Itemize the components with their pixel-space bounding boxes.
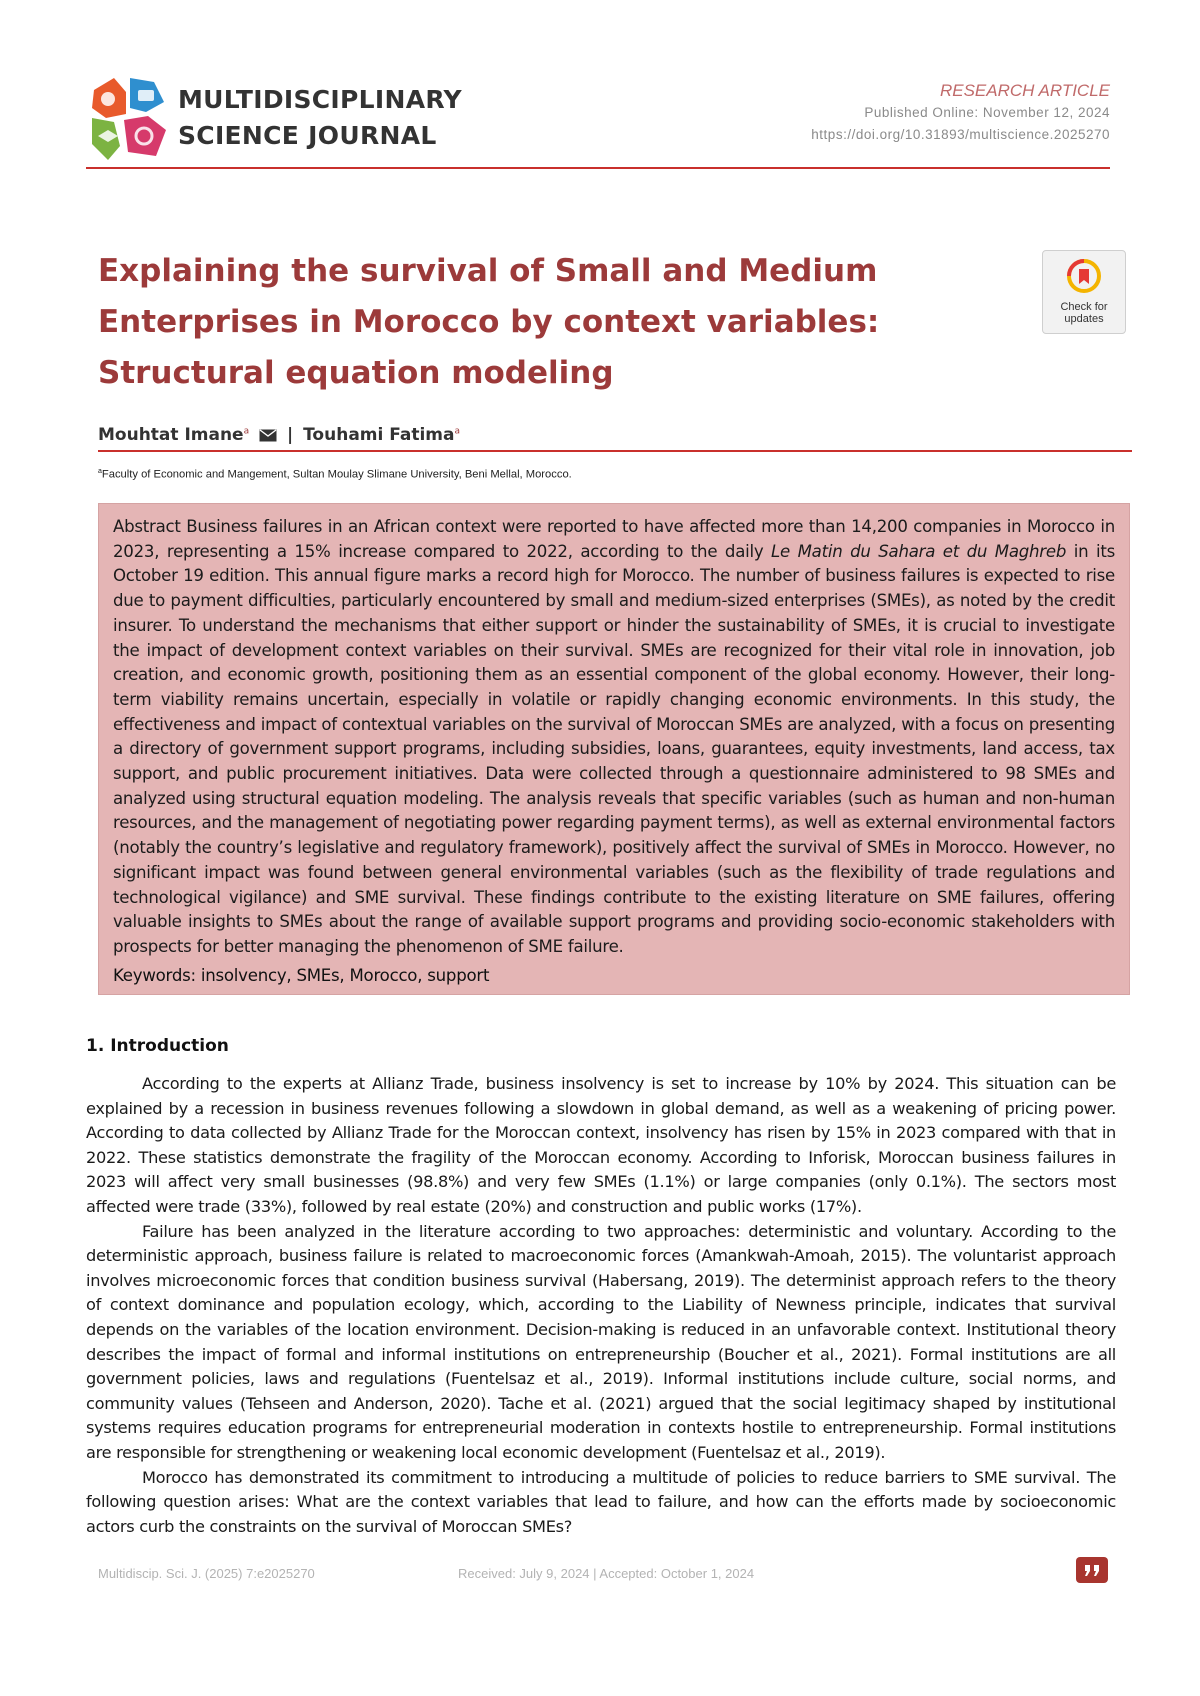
check-label-line1: Check for [1060,301,1108,313]
doi-link[interactable]: https://doi.org/10.31893/multiscience.2025270 [811,127,1110,142]
author-list [98,425,460,445]
paragraph: Failure has been analyzed in the literature according to two approaches: deterministic and voluntary. According to the deterministic approach, business failure is related to macroeconomic forces (Amankwah-Amoah, 2015). The voluntarist approach involves microeconomic forces that condition business survival (Habersang, 2019). The determinist approach refers to the theory of context dominance and population ecology, which, according to the Liability of Newness principle, indicates that survival depends on the variables of the location environment. Decision-making is reduced in an unfavorable context. Institutional theory describes the impact of formal and informal institutions on entrepreneurship (Boucher et al., 2021). Formal institutions are all government policies, laws and regulations (Fuentelsaz et al., 2019). Informal institutions include culture, social norms, and community values (Tehseen and Anderson, 2020). Tache et al. (2021) argued that the social legitimacy shaped by institutional systems requires education programs for entrepreneurial moderation in contexts hostile to entrepreneurship. Formal institutions are responsible for strengthening or weakening local economic development (Fuentelsaz et al., 2019). [86,1221,1116,1462]
check-for-updates-icon [1067,259,1101,293]
author-name[interactable]: Touhami Fatima [303,425,455,445]
abstract-source: Le Matin du Sahara et du Maghreb [771,541,1067,561]
article-type: RESEARCH ARTICLE [939,81,1110,100]
abstract-text [113,515,1115,960]
author-affil-sup: a [454,426,460,437]
title-line: Explaining the survival of Small and Medium [98,253,878,289]
author-affil-sup: a [243,426,250,437]
quote-icon[interactable] [1076,1557,1108,1583]
affiliation-text: Faculty of Economic and Mangement, Sultan Moulay Slimane University, Beni Mellal, Morocco. [101,468,572,481]
paragraph: Morocco has demonstrated its commitment to introducing a multitude of policies to reduce barriers to SME survival. The following question arises: What are the context variables that lead to failure, and how can the efforts made by socioeconomic actors curb the constraints on the survival of Moroccan SMEs? [86,1467,1116,1536]
check-for-updates-label [1043,301,1125,325]
section-body [86,1072,1116,1539]
abstract-part: in its October 19 edition. This annual figure marks a record high for Morocco. The number of business failures is expected to rise due to payment difficulties, particularly encountered by small and medium-sized enterprises (SMEs), as noted by the credit insurer. To understand the mechanisms that either support or hinder the sustainability of SMEs, it is crucial to investigate the impact of development context variables on their survival. SMEs are recognized for their vital role in innovation, job creation, and economic growth, positioning them as an essential component of the global economy. However, their long-term viability remains uncertain, especially in volatile or rapidly changing economic environments. In this study, the effectiveness and impact of contextual variables on the survival of Moroccan SMEs are analyzed, with a focus on presenting a directory of government support programs, including subsidies, loans, guarantees, equity investments, land access, tax support, and public procurement initiatives. Data were collected through a questionnaire administered to 98 SMEs and analyzed using structural equation modeling. The analysis reveals that specific variables (such as human and non-human resources, and the management of negotiating power regarding payment terms), as well as external environmental factors (notably the country’s legislative and regulatory framework), positively affect the survival of SMEs in Morocco. However, no significant impact was found between general environmental variables (such as the flexibility of trade regulations and technological vigilance) and SME survival. These findings contribute to the existing literature on SME failures, offering valuable insights to SMEs about the range of available support programs and providing socio-economic stakeholders with prospects for better managing the phenomenon of SME failure. [113,541,1116,956]
check-label-line2: updates [1064,313,1104,325]
journal-logo[interactable] [86,72,506,164]
abstract-box [98,503,1130,995]
footer-dates: Received: July 9, 2024 | Accepted: October 1, 2024 [458,1566,755,1581]
journal-name-line2: SCIENCE JOURNAL [178,121,437,150]
affiliation-sup: a [98,468,102,475]
section-heading: 1. Introduction [86,1036,229,1056]
journal-logo-icon [86,72,170,162]
author-name[interactable]: Mouhtat Imane [98,425,244,445]
title-line: Structural equation modeling [98,355,614,391]
article-title [98,246,918,399]
journal-name [178,82,462,154]
keywords: Keywords: insolvency, SMEs, Morocco, support [113,965,490,985]
published-date: Published Online: November 12, 2024 [864,105,1110,120]
abstract-part: Abstract Business failures in an African context were reported to have affected more than 14,200 companies in Morocco in 2023, representing a 15% increase compared to 2022, according to the daily [113,517,1115,561]
check-for-updates-button[interactable] [1042,250,1126,334]
article-meta [811,80,1110,146]
author-separator: | [286,425,294,445]
journal-name-line1: MULTIDISCIPLINARY [178,85,462,114]
authors-divider [98,450,1132,452]
mail-icon[interactable] [259,429,277,442]
affiliation [98,468,572,481]
header-divider [86,167,1110,169]
title-line: Enterprises in Morocco by context variables: [98,304,880,340]
footer-citation: Multidiscip. Sci. J. (2025) 7:e2025270 [98,1566,315,1581]
paragraph: According to the experts at Allianz Trade, business insolvency is set to increase by 10% by 2024. This situation can be explained by a recession in business revenues following a slowdown in global demand, as well as a weakening of pricing power. According to data collected by Allianz Trade for the Moroccan context, insolvency has risen by 15% in 2023 compared with that in 2022. These statistics demonstrate the fragility of the Moroccan economy. According to Inforisk, Moroccan business failures in 2023 will affect very small businesses (98.8%) and very few SMEs (1.1%) or large companies (only 0.1%). The sectors most affected were trade (33%), followed by real estate (20%) and construction and public works (17%). [86,1074,1116,1216]
